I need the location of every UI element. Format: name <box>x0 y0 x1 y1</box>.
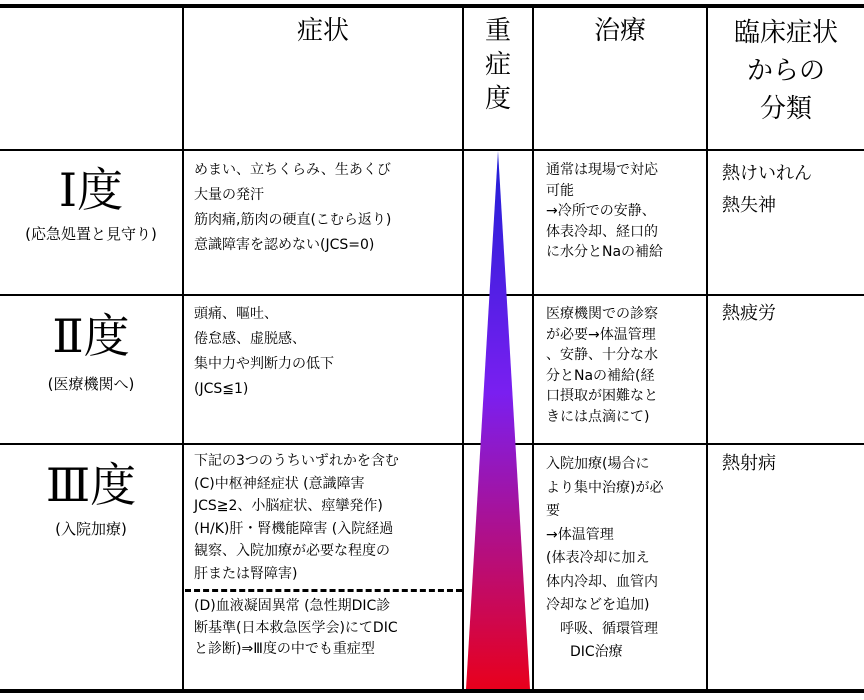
grade-1-symptom-3: 筋肉痛,筋肉の硬直(こむら返り) <box>194 212 392 228</box>
header-treatment: 治療 <box>593 16 646 46</box>
grade-3-symptoms-lower <box>194 596 460 661</box>
grade-3-treatment <box>546 453 706 665</box>
grade-2-symptom-1: 頭痛、嘔吐、 <box>194 306 278 322</box>
grade-1-treatment-4: 体表冷却、経口的 <box>546 223 658 240</box>
grade-3-symptoms <box>194 450 460 585</box>
classification-heat-syncope: 熱失神 <box>722 195 776 216</box>
grade-1-treatment-1: 通常は現場で対応 <box>546 162 658 178</box>
grade-1-symptom-2: 大量の発汗 <box>194 187 264 203</box>
grade-3-symptom-9: と診断)⇒Ⅲ度の中でも重症型 <box>194 641 375 657</box>
border-top <box>0 4 864 8</box>
grade-3-treatment-4: →体温管理 <box>546 526 614 543</box>
grade-3-treatment-9: DIC治療 <box>570 644 623 660</box>
grade-3-treatment-1: 入院加療(場合に <box>546 456 650 472</box>
grade-3-treatment-6: 体内冷却、血管内 <box>546 573 658 590</box>
row-divider-1 <box>0 294 864 296</box>
grade-3-classification <box>722 452 862 476</box>
grade-1-treatment <box>546 160 706 263</box>
header-classification-line-3: 分類 <box>759 94 812 124</box>
grade-3-symptom-4: (H/K)肝・腎機能障害 (入院経過 <box>194 520 394 537</box>
grade-2-treatment-1: 医療機関での診察 <box>546 306 658 322</box>
grade-3-subtitle: (入院加療) <box>55 520 127 538</box>
row-divider-2 <box>0 443 864 445</box>
grade-1-classification <box>722 158 862 222</box>
grade-2-symptoms <box>194 302 460 402</box>
classification-heat-cramps: 熱けいれん <box>722 163 812 184</box>
grade-3-symptom-8: 断基準(日本救急医学会)にてDIC <box>194 619 398 636</box>
grade-2-symptom-4: (JCS≦1) <box>194 381 249 397</box>
col-divider-1 <box>182 4 184 693</box>
border-bottom <box>0 689 864 693</box>
grade-3-symptom-5: 観察、入院加療が必要な程度の <box>194 543 390 559</box>
grade-2-title: Ⅱ度 <box>52 309 130 363</box>
grade-3-symptom-1: 下記の3つのうちいずれかを含む <box>194 453 399 469</box>
grade-2-symptom-2: 倦怠感、虚脱感、 <box>194 331 306 347</box>
grade-3-treatment-8: 呼吸、循環管理 <box>560 620 658 637</box>
grade-3-treatment-2: より集中治療)が必 <box>546 479 664 496</box>
header-divider <box>0 149 864 151</box>
grade-2-treatment-5: 口摂取が困難なと <box>546 388 658 404</box>
grade-3-treatment-7: 冷却などを追加) <box>546 597 650 613</box>
severity-triangle-shape <box>466 151 530 689</box>
header-severity <box>464 14 532 116</box>
classification-heat-exhaustion: 熱疲労 <box>722 303 776 324</box>
severity-triangle <box>464 151 532 689</box>
grade-3-treatment-3: 要 <box>546 503 560 519</box>
grade-3-title: Ⅲ度 <box>45 458 137 512</box>
header-symptoms: 症状 <box>296 16 349 46</box>
classification-heat-stroke: 熱射病 <box>722 453 776 474</box>
grade-1-treatment-5: に水分とNaの補給 <box>546 244 664 260</box>
grade-2-treatment <box>546 304 706 427</box>
grade-1-treatment-3: →冷所での安静、 <box>546 203 656 219</box>
grade-1-subtitle: (応急処置と見守り) <box>25 225 157 243</box>
grade-3-treatment-5: (体表冷却に加え <box>546 550 650 566</box>
grade-3-symptom-6: 肝または腎障害) <box>194 565 298 582</box>
header-severity-char-1: 重 <box>484 16 511 46</box>
dash-dot-divider <box>185 589 462 592</box>
header-classification <box>708 14 864 128</box>
col-divider-3 <box>532 4 534 693</box>
grade-3-symptom-7: (D)血液凝固異常 (急性期DIC診 <box>194 598 391 614</box>
grade-3-symptom-2: (C)中枢神経症状 (意識障害 <box>194 475 365 492</box>
grade-1-symptom-4: 意識障害を認めない(JCS=0) <box>194 237 375 253</box>
header-severity-char-2: 症 <box>484 50 511 80</box>
grade-2-symptom-3: 集中力や判断力の低下 <box>194 356 334 372</box>
header-classification-line-1: 臨床症状 <box>733 18 838 48</box>
grade-2-classification <box>722 302 862 326</box>
grade-1-symptom-1: めまい、立ちくらみ、生あくび <box>194 162 391 178</box>
grade-2-treatment-2: が必要→体温管理 <box>546 326 656 343</box>
grade-2-subtitle: (医療機関へ) <box>47 375 135 393</box>
grade-2-treatment-3: 、安静、十分な水 <box>546 347 658 363</box>
grade-1-symptoms <box>194 158 460 258</box>
grade-3-symptom-3: JCS≧2、小脳症状、痙攣発作) <box>194 498 383 514</box>
header-severity-char-3: 度 <box>484 84 511 114</box>
grade-2-treatment-6: きには点滴にて) <box>546 408 650 425</box>
grade-1-title: Ⅰ度 <box>58 163 124 217</box>
grade-2-treatment-4: 分とNaの補給(経 <box>546 367 655 384</box>
header-classification-line-2: からの <box>746 56 825 86</box>
grade-1-treatment-2: 可能 <box>546 182 574 199</box>
